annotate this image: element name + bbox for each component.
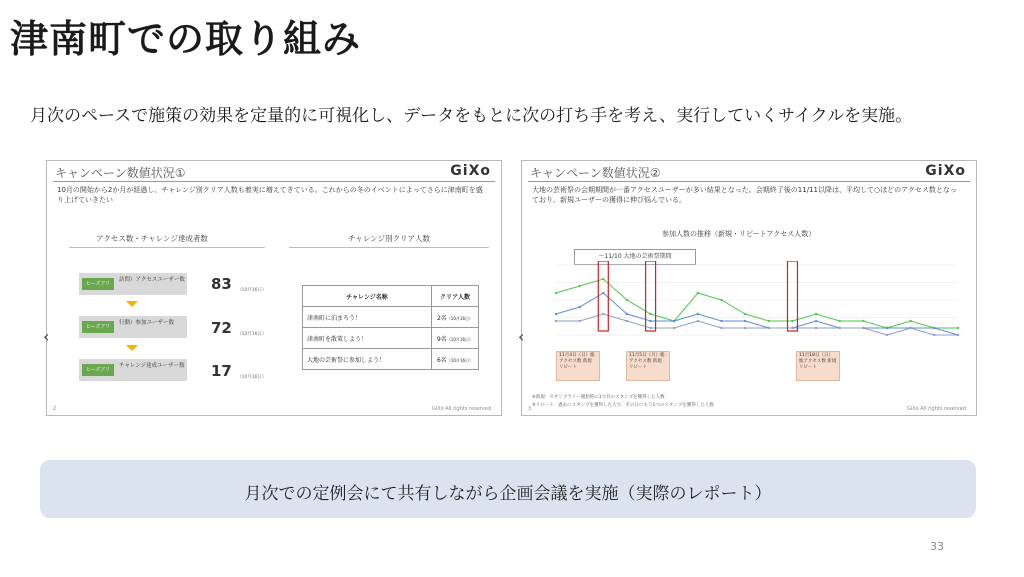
period-label: 〜11/10 大地の芸術祭期間: [574, 249, 696, 265]
funnel-row-achievers: [79, 359, 187, 381]
clear-count: [432, 328, 479, 349]
funnel-row-participants: [79, 316, 187, 338]
clear-count: [432, 307, 479, 328]
data-point: [910, 327, 912, 329]
callout: 11月4日（日）総アクセス数 新規 リピート: [556, 351, 600, 381]
data-point: [910, 320, 912, 322]
funnel-unit: （10月16日）: [237, 288, 267, 293]
panel-title: キャンペーン数値状況②: [530, 166, 661, 180]
table-header-row: [303, 286, 479, 307]
panel-page-number: 3: [528, 406, 532, 412]
funnel-value: 17: [211, 362, 232, 380]
data-point: [886, 327, 888, 329]
divider: [53, 181, 495, 182]
funnel-row-access: [79, 273, 187, 295]
data-point: [697, 320, 699, 322]
section-heading-funnel: アクセス数・チャレンジ達成者数: [96, 234, 208, 243]
data-point: [768, 320, 770, 322]
data-point: [626, 313, 628, 315]
callout: 11月18日（日）総アクセス数 新規 リピート: [796, 351, 840, 381]
table-row: [303, 328, 479, 349]
data-point: [626, 320, 628, 322]
data-point: [957, 327, 959, 329]
count-value: 9名: [436, 335, 447, 343]
data-point: [720, 327, 722, 329]
data-point: [815, 327, 817, 329]
banner-text: 月次での定例会にて共有しながら企画会議を実施（実際のレポート）: [244, 484, 772, 504]
funnel-unit: （10月16日）: [237, 375, 267, 380]
data-point: [933, 327, 935, 329]
copyright: GiXo All rights reserved: [906, 406, 966, 412]
challenge-name: 津南町を散策しよう！: [303, 328, 432, 349]
data-point: [578, 320, 580, 322]
data-point: [720, 299, 722, 301]
clear-count: [432, 349, 479, 370]
page-title: 津南町での取り組み: [10, 17, 362, 61]
data-point: [697, 292, 699, 294]
column-header: チャレンジ名称: [303, 286, 432, 307]
callout: 11月5日（月）総アクセス数 新規 リピート: [626, 351, 670, 381]
count-unit: （10月16日）: [446, 336, 473, 342]
data-point: [602, 278, 604, 280]
lead-text: 月次のペースで施策の効果を定量的に可視化し、データをもとに次の打ち手を考え、実行していくサイクルを実施。: [30, 106, 913, 126]
data-point: [768, 327, 770, 329]
line-chart: [552, 261, 962, 341]
data-point: [578, 306, 580, 308]
funnel-tag: ヒーズアリ: [82, 321, 114, 333]
data-point: [862, 320, 864, 322]
series-line-1: [556, 293, 958, 335]
divider: [528, 181, 970, 182]
data-point: [626, 299, 628, 301]
data-point: [673, 327, 675, 329]
data-point: [862, 327, 864, 329]
funnel-label: 訪問）アクセスユーザー数: [119, 277, 185, 283]
panel-description: 大地の芸術祭の会期期間が一番アクセスユーザーが多い結果となった。会期終了後の11/11以降は、平均して○ほどのアクセス数となっており、新規ユーザーの獲得に伸び悩んでいる。: [532, 186, 957, 204]
slide-page-number: 33: [930, 540, 944, 553]
report-panel-1: [43, 160, 502, 416]
funnel-value: 72: [211, 319, 232, 337]
funnel-unit: （10月16日）: [237, 332, 267, 337]
data-point: [957, 334, 959, 336]
section-heading-table: チャレンジ別クリア人数: [348, 234, 430, 243]
data-point: [720, 320, 722, 322]
challenge-name: 津南町に泊まろう！: [303, 307, 432, 328]
data-point: [886, 334, 888, 336]
count-unit: （10月16日）: [446, 315, 473, 321]
report-panel-2: [518, 160, 977, 416]
series-line-0: [556, 279, 958, 328]
chevron-left-icon[interactable]: ‹: [518, 327, 525, 346]
divider: [69, 247, 265, 248]
chevron-left-icon[interactable]: ‹: [43, 327, 50, 346]
data-point: [602, 292, 604, 294]
data-point: [933, 334, 935, 336]
challenge-name: 大地の芸術祭に参加しよう！: [303, 349, 432, 370]
arrow-down-icon: [126, 301, 138, 307]
data-point: [649, 313, 651, 315]
chart-title: 参加人数の推移（新規・リピートアクセス人数）: [662, 230, 816, 238]
data-point: [602, 313, 604, 315]
funnel-tag: ヒーズアリ: [82, 278, 114, 290]
challenge-table: [302, 285, 479, 370]
data-point: [578, 285, 580, 287]
panel-title: キャンペーン数値状況①: [55, 166, 186, 180]
data-point: [815, 313, 817, 315]
funnel-value: 83: [211, 275, 232, 293]
data-point: [555, 313, 557, 315]
data-point: [744, 320, 746, 322]
table-row: [303, 349, 479, 370]
data-point: [791, 320, 793, 322]
data-point: [791, 327, 793, 329]
copyright: GiXo All rights reserved: [431, 406, 491, 412]
data-point: [815, 320, 817, 322]
panel-description: 10月の開始から2か月が経過し、チャレンジ別クリア人数も着実に増えてきている。これからの冬のイベントによってさらに津南町を盛り上げていきたい: [57, 186, 483, 204]
data-point: [697, 313, 699, 315]
funnel-tag: ヒーズアリ: [82, 364, 114, 376]
data-point: [555, 292, 557, 294]
count-value: 2名: [436, 314, 447, 322]
footnote: ※リピート：過去にスタンプを獲得した人で、その日にもう1つのスタンプを獲得した人数: [532, 403, 714, 408]
gixo-logo: GiXo: [925, 163, 966, 179]
data-point: [839, 320, 841, 322]
funnel-label: 行動）参加ユーザー数: [119, 320, 175, 326]
summary-banner: [40, 460, 976, 518]
footnote: ※新規：スタンプラリー開始時に1つ目のスタンプを獲得した人数: [532, 395, 665, 400]
count-unit: （10月16日）: [446, 357, 473, 363]
data-point: [649, 327, 651, 329]
table-row: [303, 307, 479, 328]
data-point: [555, 320, 557, 322]
data-point: [744, 313, 746, 315]
arrow-down-icon: [126, 345, 138, 351]
count-value: 6名: [436, 356, 447, 364]
data-point: [839, 327, 841, 329]
data-point: [744, 327, 746, 329]
divider: [289, 247, 489, 248]
column-header: クリア人数: [432, 286, 479, 307]
data-point: [649, 320, 651, 322]
data-point: [673, 320, 675, 322]
gixo-logo: GiXo: [450, 163, 491, 179]
panel-page-number: 2: [53, 406, 57, 412]
funnel-label: チャレンジ達成ユーザー数: [119, 363, 185, 369]
